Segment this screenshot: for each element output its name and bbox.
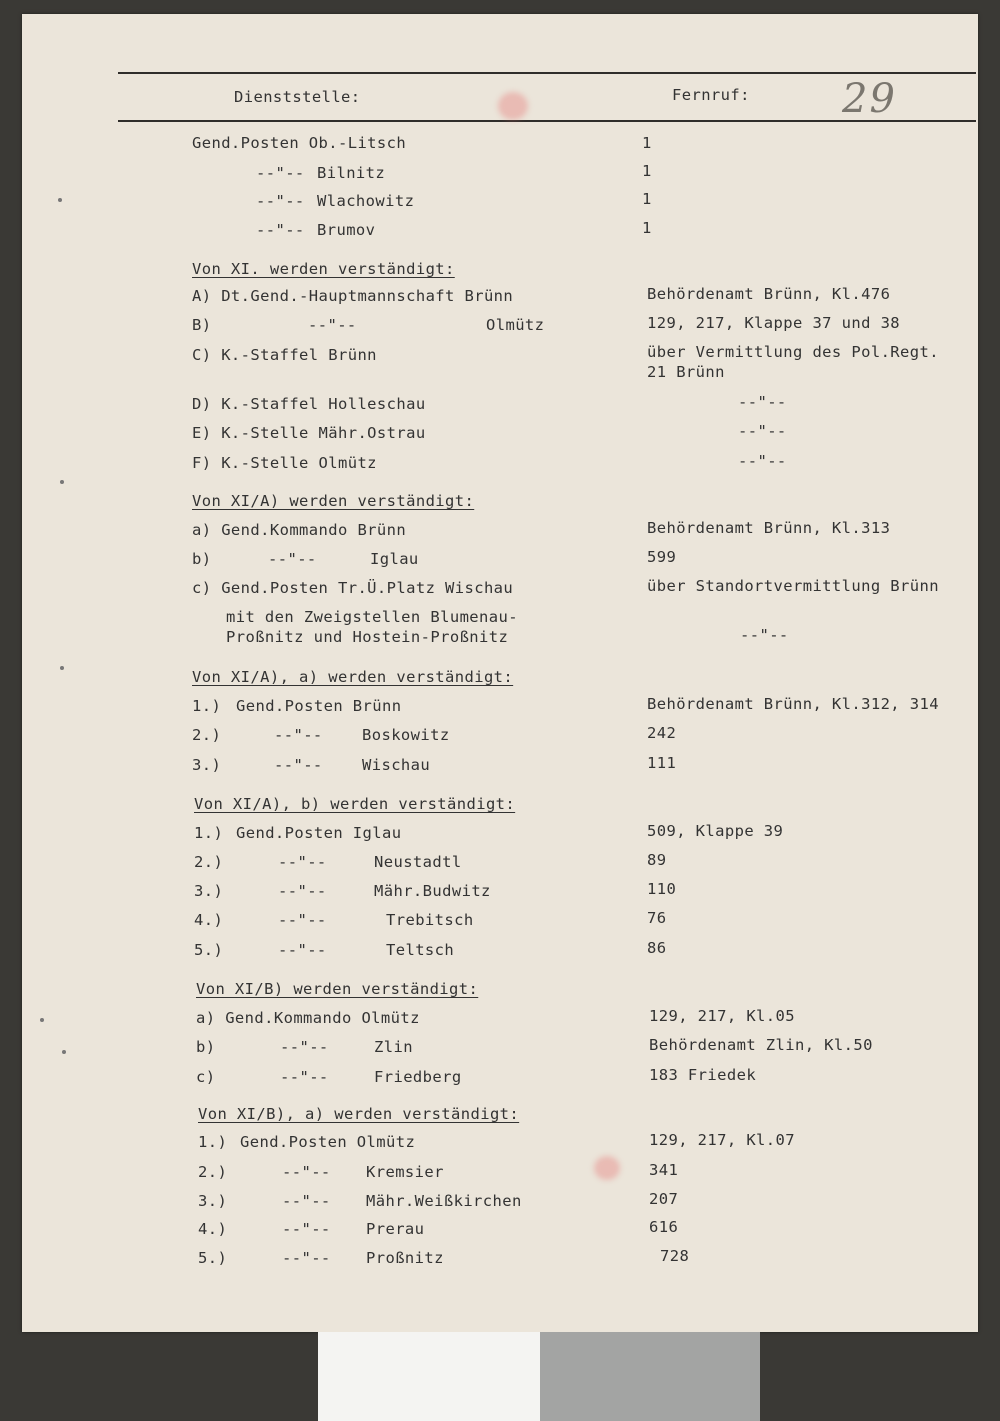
entry-number: 5.) bbox=[198, 1249, 228, 1267]
binding-hole bbox=[40, 1018, 44, 1022]
entry-place: Iglau bbox=[370, 550, 419, 568]
entry-number: 3.) bbox=[194, 882, 224, 900]
entry-phone: 1 bbox=[642, 190, 652, 208]
binding-hole bbox=[60, 666, 64, 670]
entry-place: Neustadtl bbox=[374, 853, 462, 871]
entry-place: Brumov bbox=[317, 221, 376, 239]
ditto-mark: --"-- bbox=[282, 1192, 331, 1210]
header-top-rule bbox=[118, 72, 976, 74]
document-page bbox=[22, 14, 978, 1332]
entry-phone: über Standortvermittlung Brünn bbox=[647, 577, 939, 595]
entry-label: Gend.Posten Ob.-Litsch bbox=[192, 134, 407, 152]
entry-number: 3.) bbox=[192, 756, 222, 774]
section-heading: Von XI/A) werden verständigt: bbox=[192, 492, 475, 510]
folio-number: 29 bbox=[842, 76, 897, 122]
entry-number: 2.) bbox=[198, 1163, 228, 1181]
ditto-mark: --"-- bbox=[282, 1220, 331, 1238]
entry-place: Mähr.Budwitz bbox=[374, 882, 491, 900]
entry-phone: 89 bbox=[647, 851, 667, 869]
entry-phone: Behördenamt Brünn, Kl.313 bbox=[647, 519, 891, 537]
entry-phone: über Vermittlung des Pol.Regt. bbox=[647, 343, 939, 361]
entry-place: Bilnitz bbox=[317, 164, 386, 182]
entry-number: 2.) bbox=[194, 853, 224, 871]
entry-phone: --"-- bbox=[738, 422, 787, 440]
white-calibration-card bbox=[318, 1332, 540, 1421]
column-header-fernruf: Fernruf: bbox=[672, 86, 750, 104]
ditto-mark: --"-- bbox=[280, 1068, 329, 1086]
entry-label: Gend.Posten Olmütz bbox=[240, 1133, 416, 1151]
ditto-mark: --"-- bbox=[282, 1249, 331, 1267]
section-heading: Von XI. werden verständigt: bbox=[192, 260, 455, 278]
ditto-mark: --"-- bbox=[278, 853, 327, 871]
entry-phone-continued: 21 Brünn bbox=[647, 363, 725, 381]
section-heading: Von XI/A), b) werden verständigt: bbox=[194, 795, 516, 813]
red-stain bbox=[498, 92, 528, 120]
entry-place: Kremsier bbox=[366, 1163, 444, 1181]
entry-place: Zlin bbox=[374, 1038, 413, 1056]
entry-phone: Behördenamt Brünn, Kl.312, 314 bbox=[647, 695, 939, 713]
entry-number: 1.) bbox=[194, 824, 224, 842]
entry-phone: --"-- bbox=[740, 626, 789, 644]
entry-phone: --"-- bbox=[738, 393, 787, 411]
entry-phone: 341 bbox=[649, 1161, 679, 1179]
entry-note: Proßnitz und Hostein-Proßnitz bbox=[226, 628, 509, 646]
entry-number: 5.) bbox=[194, 941, 224, 959]
entry-label: A) Dt.Gend.-Hauptmannschaft Brünn bbox=[192, 287, 514, 305]
section-heading: Von XI/B) werden verständigt: bbox=[196, 980, 479, 998]
entry-place: Teltsch bbox=[386, 941, 455, 959]
entry-phone: --"-- bbox=[738, 452, 787, 470]
entry-phone: 599 bbox=[647, 548, 677, 566]
entry-number: 4.) bbox=[194, 911, 224, 929]
entry-place: Trebitsch bbox=[386, 911, 474, 929]
entry-label: F) K.-Stelle Olmütz bbox=[192, 454, 377, 472]
ditto-mark: --"-- bbox=[280, 1038, 329, 1056]
entry-phone: Behördenamt Zlin, Kl.50 bbox=[649, 1036, 873, 1054]
red-stain bbox=[594, 1156, 620, 1180]
entry-place: Prerau bbox=[366, 1220, 425, 1238]
entry-place: Wischau bbox=[362, 756, 431, 774]
entry-phone: 242 bbox=[647, 724, 677, 742]
ditto-mark: --"-- bbox=[274, 756, 323, 774]
binding-hole bbox=[60, 480, 64, 484]
entry-label: C) K.-Staffel Brünn bbox=[192, 346, 377, 364]
entry-place: Wlachowitz bbox=[317, 192, 415, 210]
entry-label: B) bbox=[192, 316, 212, 334]
entry-place: Olmütz bbox=[486, 316, 545, 334]
binding-hole bbox=[62, 1050, 66, 1054]
ditto-mark: --"-- bbox=[282, 1163, 331, 1181]
ditto-mark: --"-- bbox=[256, 192, 305, 210]
section-heading: Von XI/A), a) werden verständigt: bbox=[192, 668, 514, 686]
column-header-dienststelle: Dienststelle: bbox=[234, 88, 361, 106]
entry-phone: 207 bbox=[649, 1190, 679, 1208]
entry-label: a) Gend.Kommando Olmütz bbox=[196, 1009, 420, 1027]
entry-phone: 129, 217, Kl.07 bbox=[649, 1131, 795, 1149]
binding-hole bbox=[58, 198, 62, 202]
entry-label: b) bbox=[196, 1038, 216, 1056]
entry-phone: 76 bbox=[647, 909, 667, 927]
entry-phone: 86 bbox=[647, 939, 667, 957]
entry-place: Boskowitz bbox=[362, 726, 450, 744]
entry-number: 3.) bbox=[198, 1192, 228, 1210]
entry-number: 4.) bbox=[198, 1220, 228, 1238]
ditto-mark: --"-- bbox=[268, 550, 317, 568]
entry-number: 1.) bbox=[198, 1133, 228, 1151]
entry-number: 2.) bbox=[192, 726, 222, 744]
entry-label: a) Gend.Kommando Brünn bbox=[192, 521, 407, 539]
ditto-mark: --"-- bbox=[278, 941, 327, 959]
grey-calibration-card bbox=[540, 1332, 760, 1421]
entry-place: Mähr.Weißkirchen bbox=[366, 1192, 522, 1210]
entry-phone: 728 bbox=[660, 1247, 690, 1265]
section-heading: Von XI/B), a) werden verständigt: bbox=[198, 1105, 520, 1123]
entry-phone: 1 bbox=[642, 219, 652, 237]
ditto-mark: --"-- bbox=[278, 911, 327, 929]
entry-label: E) K.-Stelle Mähr.Ostrau bbox=[192, 424, 426, 442]
entry-phone: 110 bbox=[647, 880, 677, 898]
entry-phone: 183 Friedek bbox=[649, 1066, 757, 1084]
entry-phone: 1 bbox=[642, 134, 652, 152]
entry-place: Friedberg bbox=[374, 1068, 462, 1086]
entry-phone: Behördenamt Brünn, Kl.476 bbox=[647, 285, 891, 303]
entry-phone: 111 bbox=[647, 754, 677, 772]
entry-place: Proßnitz bbox=[366, 1249, 444, 1267]
entry-phone: 1 bbox=[642, 162, 652, 180]
entry-phone: 616 bbox=[649, 1218, 679, 1236]
entry-label: c) bbox=[196, 1068, 216, 1086]
entry-label: b) bbox=[192, 550, 212, 568]
ditto-mark: --"-- bbox=[256, 164, 305, 182]
entry-label: D) K.-Staffel Holleschau bbox=[192, 395, 426, 413]
entry-phone: 509, Klappe 39 bbox=[647, 822, 784, 840]
ditto-mark: --"-- bbox=[256, 221, 305, 239]
entry-number: 1.) bbox=[192, 697, 222, 715]
ditto-mark: --"-- bbox=[274, 726, 323, 744]
entry-phone: 129, 217, Kl.05 bbox=[649, 1007, 795, 1025]
ditto-mark: --"-- bbox=[278, 882, 327, 900]
entry-note: mit den Zweigstellen Blumenau- bbox=[226, 608, 518, 626]
ditto-mark: --"-- bbox=[308, 316, 357, 334]
entry-label: Gend.Posten Brünn bbox=[236, 697, 402, 715]
entry-phone: 129, 217, Klappe 37 und 38 bbox=[647, 314, 901, 332]
entry-label: c) Gend.Posten Tr.Ü.Platz Wischau bbox=[192, 579, 514, 597]
entry-label: Gend.Posten Iglau bbox=[236, 824, 402, 842]
